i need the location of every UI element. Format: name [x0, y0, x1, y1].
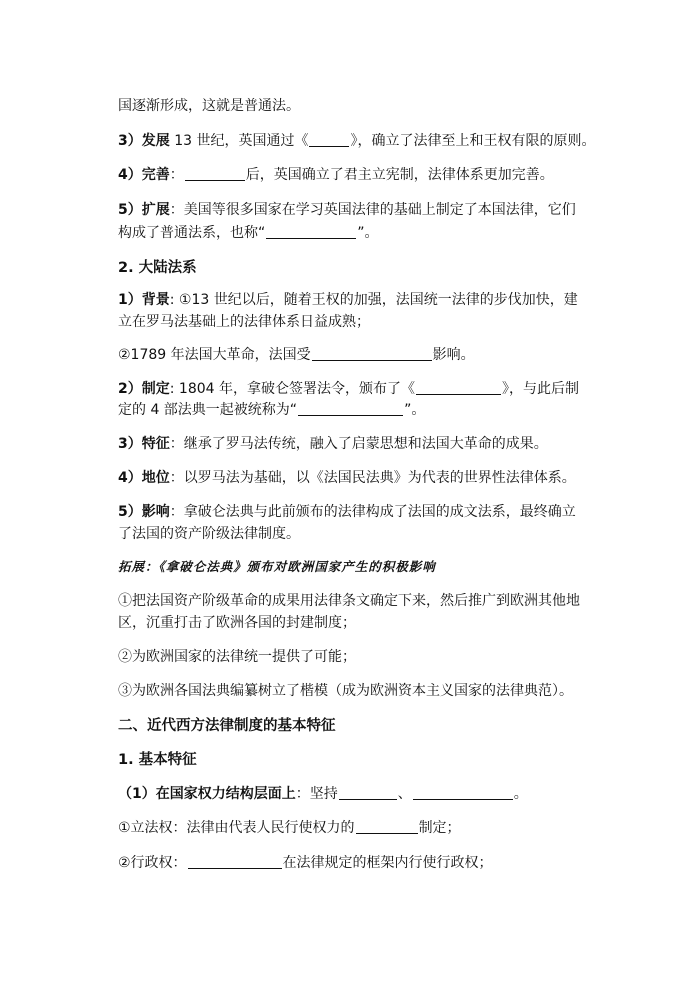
heading-text: 1. 基本特征 — [118, 752, 197, 768]
text-line — [118, 200, 588, 220]
fill-blank — [312, 346, 432, 361]
fill-blank — [298, 401, 403, 416]
heading-text: 二、近代西方法律制度的基本特征 — [118, 718, 336, 734]
text: 定的 4 部法典一起被统称为“ — [118, 402, 298, 418]
text: 》，与此后制 — [502, 381, 579, 397]
fill-blank — [188, 854, 282, 869]
text: 影响。 — [432, 347, 475, 363]
text: ：拿破仑法典与此前颁布的法律构成了法国的成文法系，最终确立 — [169, 504, 576, 520]
text: ②1789 年法国大革命，法国受 — [118, 347, 311, 363]
text-line — [118, 434, 588, 454]
text-line — [118, 647, 588, 667]
item-label: 5）扩展 — [118, 202, 170, 218]
text: ②行政权： — [118, 855, 187, 871]
section-heading — [118, 258, 588, 278]
text-line — [118, 131, 596, 151]
text: 、 — [397, 786, 412, 802]
text: ”。 — [404, 402, 426, 418]
item-label: （1）在国家权力结构层面上 — [118, 786, 296, 802]
text: 后，英国确立了君主立宪制，法律体系更加完善。 — [245, 167, 554, 183]
text: 了法国的资产阶级法律制度。 — [118, 526, 300, 542]
text: 在法律规定的框架内行使行政权； — [282, 855, 493, 871]
text: ①立法权：法律由代表人民行使权力的 — [118, 820, 355, 836]
text-line — [118, 379, 588, 399]
text: 区，沉重打击了欧洲各国的封建制度； — [118, 615, 356, 631]
text-line — [118, 165, 588, 185]
item-label: 3）特征 — [118, 436, 170, 452]
text: ②为欧洲国家的法律统一提供了可能； — [118, 649, 356, 665]
text: ：坚持 — [295, 786, 338, 802]
item-label: 3）发展 — [118, 133, 170, 149]
text: 》，确立了法律至上和王权有限的原则。 — [350, 133, 596, 149]
section-heading — [118, 716, 588, 736]
fill-blank — [185, 166, 245, 181]
text-line — [118, 818, 588, 838]
text: ③为欧洲各国法典编纂树立了楷模（成为欧洲资本主义国家的法律典范）。 — [118, 683, 573, 699]
text: 制定； — [418, 820, 461, 836]
text: 拓展：《拿破仑法典》颁布对欧洲国家产生的积极影响 — [118, 559, 436, 574]
text: ”。 — [357, 225, 379, 241]
text-line — [118, 223, 588, 243]
text-line — [118, 681, 588, 701]
text-line — [118, 613, 588, 633]
text: ： — [169, 167, 184, 183]
text-line — [118, 853, 588, 873]
text: 立在罗马法基础上的法律体系日益成熟； — [118, 314, 370, 330]
item-label: 4）完善 — [118, 167, 170, 183]
fill-blank — [309, 132, 349, 147]
text: 。 — [513, 786, 528, 802]
item-label: 4）地位 — [118, 470, 170, 486]
text-line — [118, 345, 588, 365]
text: 13 世纪，英国通过《 — [169, 133, 309, 149]
item-label: 5）影响 — [118, 504, 170, 520]
fill-blank — [416, 380, 501, 395]
text-line — [118, 784, 588, 804]
fill-blank — [356, 819, 418, 834]
text: ①把法国资产阶级革命的成果用法律条文确定下来，然后推广到欧洲其他地 — [118, 593, 580, 609]
item-label: 1）背景 — [118, 292, 170, 308]
text: ：美国等很多国家在学习英国法律的基础上制定了本国法律，它们 — [169, 202, 576, 218]
text-line — [118, 502, 588, 522]
fill-blank — [413, 785, 513, 800]
text-line — [118, 96, 588, 116]
text-line — [118, 400, 588, 420]
text-line — [118, 468, 588, 488]
text-line — [118, 290, 588, 310]
fill-blank — [339, 785, 397, 800]
text-line — [118, 591, 588, 611]
text-line — [118, 312, 588, 332]
text: ：继承了罗马法传统，融入了启蒙思想和法国大革命的成果。 — [169, 436, 548, 452]
extension-title — [118, 557, 588, 577]
text: : ①13 世纪以后，随着王权的加强，法国统一法律的步伐加快，建 — [169, 292, 578, 308]
text: 国逐渐形成，这就是普通法。 — [118, 98, 300, 114]
heading-text: 2. 大陆法系 — [118, 260, 197, 276]
subsection-heading — [118, 750, 588, 770]
text: ：以罗马法为基础，以《法国民法典》为代表的世界性法律体系。 — [169, 470, 576, 486]
fill-blank — [266, 224, 356, 239]
text: : 1804 年，拿破仑签署法令，颁布了《 — [169, 381, 415, 397]
item-label: 2）制定 — [118, 381, 170, 397]
text: 构成了普通法系，也称“ — [118, 225, 266, 241]
text-line — [118, 524, 588, 544]
